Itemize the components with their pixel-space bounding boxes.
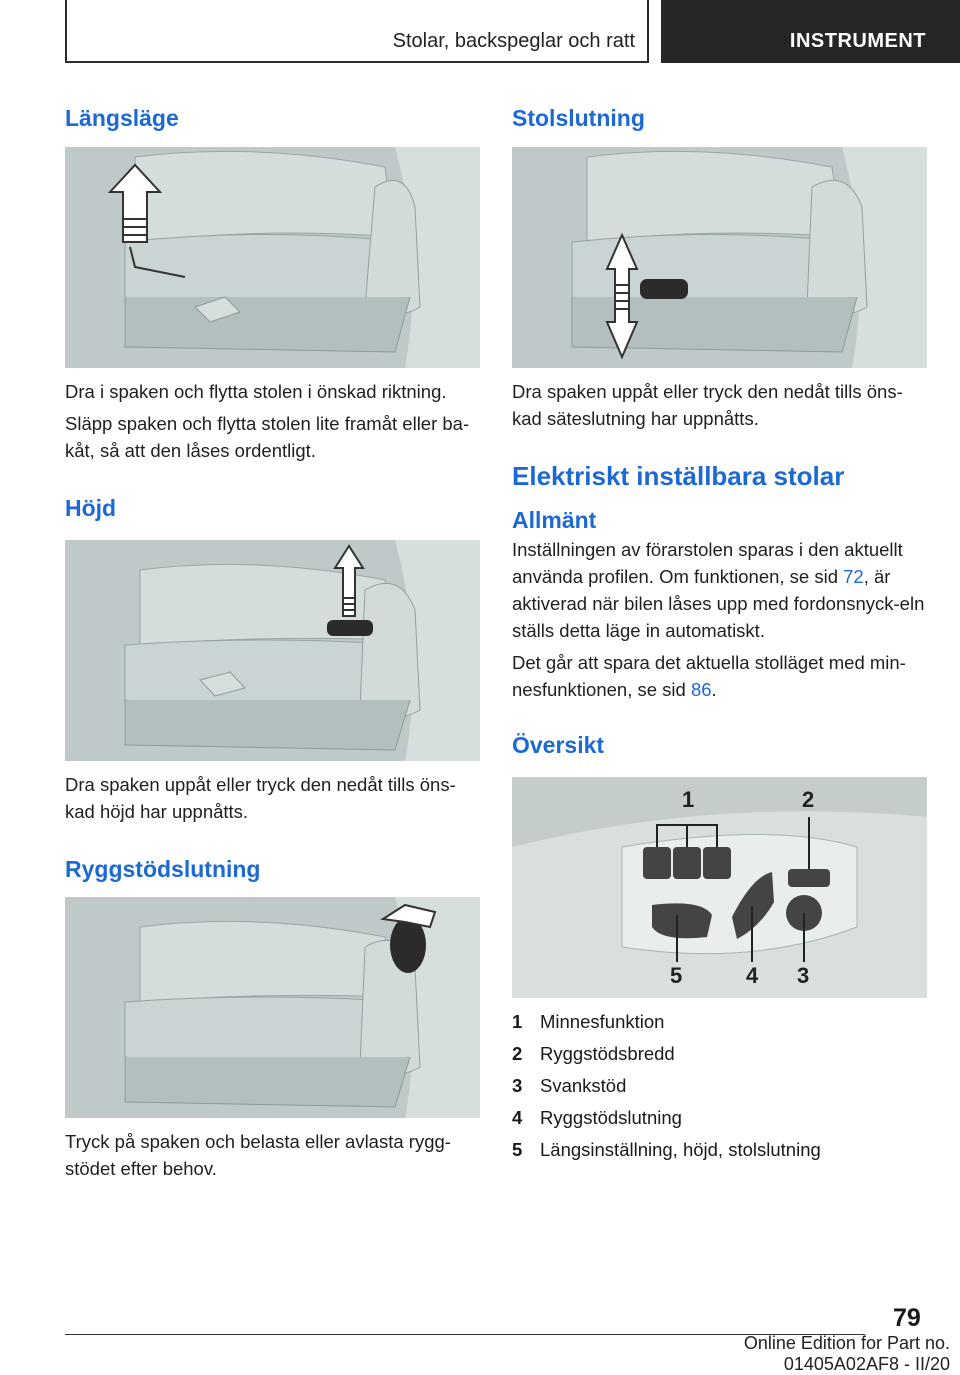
ryggstodslutning-paragraph-1: Tryck på spaken och belasta eller avlasta rygg‐stödet efter behov. (65, 1131, 451, 1179)
right-column (512, 100, 927, 1166)
header-section-title: Stolar, backspeglar och ratt (392, 30, 635, 52)
seat-fore-aft-illustration (65, 147, 480, 368)
section-title-stolslutning: Stolslutning (512, 105, 645, 131)
list-item-text: Svankstöd (540, 1075, 627, 1096)
section-title-oversikt: Översikt (512, 732, 605, 758)
page-reference-link-86[interactable]: 86 (690, 679, 712, 700)
list-item-text: Längsinställning, höjd, stolslutning (540, 1139, 821, 1160)
seat-backrest-illustration (65, 897, 480, 1118)
section-title-langslage: Längsläge (65, 105, 179, 131)
list-item (512, 1102, 927, 1134)
list-item-number: 4 (512, 1107, 523, 1128)
allmant-paragraph-2 (512, 649, 927, 703)
seat-height-illustration (65, 540, 480, 761)
page-number: 79 (893, 1304, 921, 1332)
page-reference-link-72[interactable]: 72 (843, 566, 864, 587)
list-item-text: Ryggstödsbredd (540, 1043, 675, 1064)
langslage-paragraph-2: Släpp spaken och flytta stolen lite framåt eller ba‐kåt, så att den låses ordentligt. (65, 413, 470, 461)
allmant-paragraph-2-text-b: . (711, 679, 717, 700)
list-item-text: Minnesfunktion (540, 1011, 665, 1032)
section-title-hojd: Höjd (65, 495, 117, 521)
hojd-paragraph-1: Dra spaken uppåt eller tryck den nedåt tills öns‐kad höjd har uppnåtts. (65, 774, 456, 822)
list-item (512, 1038, 927, 1070)
stolslutning-paragraph-1: Dra spaken uppåt eller tryck den nedåt tills öns‐kad säteslutning har uppnåtts. (512, 381, 903, 429)
seat-controls-overview-illustration (512, 777, 927, 998)
callout-label-2: 2 (802, 787, 815, 812)
callout-label-3: 3 (797, 963, 810, 988)
controls-legend-list (512, 1006, 927, 1166)
list-item (512, 1134, 927, 1166)
header-section-box (65, 0, 649, 63)
callout-label-5: 5 (670, 963, 683, 988)
list-item-text: Ryggstödslutning (540, 1107, 682, 1128)
list-item-number: 2 (512, 1043, 523, 1064)
allmant-paragraph-1-text-a: Inställningen av förarstolen sparas i den aktuellt använda profilen. Om funktionen, se sid (512, 539, 903, 587)
left-column (65, 100, 480, 1182)
langslage-paragraph-1: Dra i spaken och flytta stolen i önskad riktning. (65, 381, 447, 402)
allmant-paragraph-1 (512, 536, 927, 644)
callout-label-4: 4 (746, 963, 759, 988)
list-item-number: 1 (512, 1011, 523, 1032)
footer-edition: Online Edition for Part no. 01405A02AF8 - II/20 (743, 1333, 950, 1374)
section-title-ryggstodslutning: Ryggstödslutning (65, 856, 261, 882)
header-chapter-box (661, 0, 960, 63)
list-item-number: 3 (512, 1075, 523, 1096)
list-item-number: 5 (512, 1139, 523, 1160)
list-item (512, 1070, 927, 1102)
section-title-allmant: Allmänt (512, 507, 597, 533)
list-item (512, 1006, 927, 1038)
allmant-paragraph-1-text-b: , är aktiverad när bilen låses upp med fordonsnyck‐eln ställs detta läge in automatiskt. (512, 566, 925, 641)
allmant-paragraph-2-text-a: Det går att spara det aktuella stolläget med min‐nesfunktionen, se sid (512, 652, 906, 700)
callout-label-1: 1 (682, 787, 695, 812)
seat-tilt-illustration (512, 147, 927, 368)
heading-elektriskt-installbara-stolar: Elektriskt inställbara stolar (512, 461, 845, 491)
header-chapter-title: INSTRUMENT (789, 30, 926, 52)
